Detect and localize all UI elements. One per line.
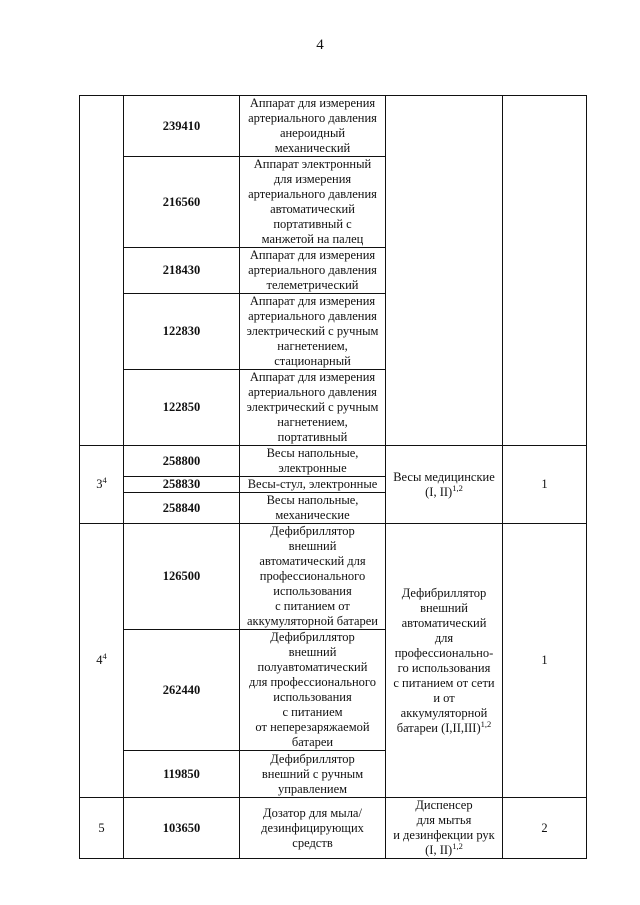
item-code: 262440	[124, 630, 240, 751]
item-code: 122830	[124, 294, 240, 370]
item-description: Аппарат для измерения артериального давления анероидный механический	[240, 96, 386, 157]
item-code: 216560	[124, 157, 240, 248]
group-name: Диспенсер для мытья и дезинфекции рук (I, II)$^{1,2}$	[386, 798, 503, 859]
item-description: Весы-стул, электронные	[240, 477, 386, 493]
group-name	[386, 96, 503, 446]
item-description: Весы напольные, электронные	[240, 446, 386, 477]
item-description: Весы напольные, механические	[240, 493, 386, 524]
item-code: 258840	[124, 493, 240, 524]
item-description: Аппарат электронный для измерения артериального давления автоматический портативный с манжетой на палец	[240, 157, 386, 248]
item-code: 239410	[124, 96, 240, 157]
row-number	[80, 96, 124, 446]
item-code: 258800	[124, 446, 240, 477]
item-code: 103650	[124, 798, 240, 859]
quantity	[503, 96, 587, 446]
group-name: Весы медицинские (I, II)$^{1,2}$	[386, 446, 503, 524]
item-description: Дефибриллятор внешний полуавтоматический для профессионального использования с питанием от неперезаряжаемой батареи	[240, 630, 386, 751]
table-row	[80, 96, 587, 157]
item-code: 119850	[124, 751, 240, 798]
row-number: 5	[80, 798, 124, 859]
page-number: 4	[316, 37, 324, 53]
quantity: 1	[503, 446, 587, 524]
row-number: $4^4$	[80, 524, 124, 798]
equipment-table	[79, 95, 587, 859]
group-name: Дефибриллятор внешний автоматический для профессионально- го использования с питанием от сети и от аккумуляторной батареи $(I,II,III)^{1,2}$	[386, 524, 503, 798]
table-row	[80, 446, 587, 477]
item-code: 258830	[124, 477, 240, 493]
item-code: 122850	[124, 370, 240, 446]
item-description: Дефибриллятор внешний с ручным управлением	[240, 751, 386, 798]
row-number: $3^4$	[80, 446, 124, 524]
item-description: Аппарат для измерения артериального давления телеметрический	[240, 248, 386, 294]
quantity: 1	[503, 524, 587, 798]
item-code: 126500	[124, 524, 240, 630]
item-description: Дозатор для мыла/ дезинфицирующих средств	[240, 798, 386, 859]
table-row	[80, 524, 587, 630]
item-code: 218430	[124, 248, 240, 294]
table-row	[80, 798, 587, 859]
item-description: Аппарат для измерения артериального давления электрический с ручным нагнетением, стационарный	[240, 294, 386, 370]
quantity: 2	[503, 798, 587, 859]
item-description: Аппарат для измерения артериального давления электрический с ручным нагнетением, портативный	[240, 370, 386, 446]
item-description: Дефибриллятор внешний автоматический для профессионального использования с питанием от аккумуляторной батареи	[240, 524, 386, 630]
